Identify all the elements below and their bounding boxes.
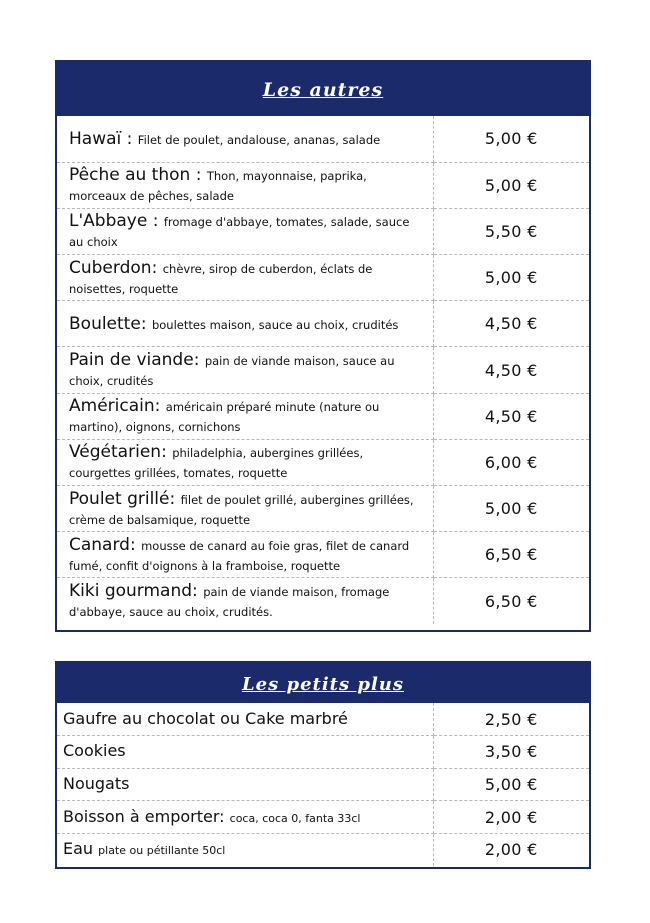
item-price: 6,50 € <box>484 591 538 611</box>
item-text <box>69 258 427 298</box>
item-text <box>69 442 427 482</box>
menu-row <box>57 301 589 347</box>
item-detail: Thon, mayonnaise, paprika, morceaux de pêches, salade <box>69 169 367 204</box>
item-name: Cookies <box>63 741 126 761</box>
item-text <box>69 396 427 436</box>
item-description-cell <box>57 768 433 801</box>
item-description-cell <box>57 801 433 834</box>
item-price: 4,50 € <box>433 347 589 393</box>
menu-table <box>57 703 589 866</box>
item-description-cell <box>57 393 433 439</box>
menu-row <box>57 439 589 485</box>
item-description-cell <box>57 116 433 162</box>
menu-row <box>57 532 589 578</box>
item-text <box>69 581 427 621</box>
item-separator: : <box>129 534 142 555</box>
menu-row <box>57 833 589 866</box>
item-price: 5,00 € <box>433 486 589 532</box>
menu-row <box>57 255 589 301</box>
item-text <box>69 489 427 529</box>
item-price: 5,00 € <box>433 255 589 301</box>
menu-row <box>57 347 589 393</box>
item-name: Cuberdon <box>69 257 152 278</box>
item-text <box>69 535 427 575</box>
item-separator: : <box>161 442 173 463</box>
item-detail: américain préparé minute (nature ou martino), oignons, cornichons <box>69 400 380 435</box>
item-separator: : <box>169 488 181 509</box>
menu-row <box>57 703 589 736</box>
section-les-petits-plus <box>55 661 591 869</box>
menu-row <box>57 393 589 439</box>
item-separator: : <box>121 128 138 149</box>
item-price: 3,50 € <box>433 736 589 769</box>
item-name: Hawaï <box>69 128 122 149</box>
item-detail: pain de viande maison, fromage d'abbaye, sauce au choix, crudités. <box>69 585 390 620</box>
item-name: Kiki gourmand <box>69 581 193 602</box>
item-text <box>63 741 427 762</box>
item-text <box>69 350 427 390</box>
item-description-cell <box>57 347 433 393</box>
item-price: 2,00 € <box>484 840 538 860</box>
item-price: 4,50 € <box>433 393 589 439</box>
item-description-cell <box>57 208 433 254</box>
item-separator: : <box>219 806 230 826</box>
item-detail: coca, coca 0, fanta 33cl <box>229 811 361 825</box>
menu-row <box>57 768 589 801</box>
item-separator: : <box>140 313 152 334</box>
item-detail: fromage d'abbaye, tomates, salade, sauce au choix <box>69 215 410 250</box>
item-name: Gaufre au chocolat ou Cake marbré <box>63 708 348 728</box>
item-description-cell <box>57 532 433 578</box>
item-description-cell <box>57 703 433 736</box>
item-description-cell <box>57 578 433 624</box>
item-description-cell <box>57 833 433 866</box>
item-detail: mousse de canard au foie gras, filet de canard fumé, confit d'oignons à la framboise, roquette <box>69 538 410 573</box>
item-text <box>63 839 427 860</box>
item-name: Pêche au thon <box>69 165 191 186</box>
item-price: 5,00 € <box>433 116 589 162</box>
item-name: Végétarien <box>69 442 162 463</box>
item-detail: filet de poulet grillé, aubergines grillées, crème de balsamique, roquette <box>69 492 414 527</box>
section-title: Les autres <box>57 62 589 116</box>
item-name: Boulette <box>69 313 141 334</box>
item-detail: philadelphia, aubergines grillées, courgettes grillées, tomates, roquette <box>69 446 364 481</box>
item-description-cell <box>57 255 433 301</box>
item-detail: chèvre, sirop de cuberdon, éclats de noisettes, roquette <box>69 261 373 296</box>
item-name: L'Abbaye <box>69 211 148 232</box>
item-separator: : <box>151 257 163 278</box>
item-price: 5,00 € <box>433 162 589 208</box>
item-name: Pain de viande <box>69 350 194 371</box>
section-title: Les petits plus <box>57 663 589 703</box>
item-text <box>69 314 427 334</box>
menu-row <box>57 578 589 624</box>
item-detail: pain de viande maison, sauce au choix, crudités <box>69 354 395 389</box>
item-price: 6,00 € <box>433 439 589 485</box>
item-text <box>63 774 427 795</box>
item-price: 2,00 € <box>433 801 589 834</box>
item-separator: : <box>147 211 164 232</box>
item-text <box>69 211 427 251</box>
item-detail: Filet de poulet, andalouse, ananas, salade <box>137 132 381 147</box>
item-description-cell <box>57 439 433 485</box>
menu-table <box>57 116 589 624</box>
item-name: Américain <box>69 396 155 417</box>
menu-row <box>57 116 589 162</box>
item-name: Canard <box>69 534 130 555</box>
item-text <box>69 165 427 205</box>
item-name: Poulet grillé <box>69 488 170 509</box>
item-name: Nougats <box>63 773 130 793</box>
item-price: 6,50 € <box>433 532 589 578</box>
item-price: 4,50 € <box>433 301 589 347</box>
item-description-cell <box>57 486 433 532</box>
item-name: Boisson à emporter <box>63 806 220 826</box>
item-description-cell <box>57 162 433 208</box>
item-separator: : <box>154 396 166 417</box>
menu-row <box>57 486 589 532</box>
item-detail: plate ou pétillante 50cl <box>98 844 226 858</box>
item-price: 5,00 € <box>433 768 589 801</box>
item-text <box>63 709 427 730</box>
item-description-cell <box>57 736 433 769</box>
item-detail: boulettes maison, sauce au choix, crudités <box>151 317 399 332</box>
item-separator: : <box>192 581 204 602</box>
menu-row <box>57 208 589 254</box>
item-name: Eau <box>63 839 94 859</box>
item-price: 2,50 € <box>433 703 589 736</box>
item-separator: : <box>193 350 205 371</box>
menu-row <box>57 801 589 834</box>
menu-row <box>57 162 589 208</box>
section-les-autres <box>55 60 591 632</box>
item-separator: : <box>190 165 207 186</box>
item-text <box>63 807 427 828</box>
item-description-cell <box>57 301 433 347</box>
item-price: 5,50 € <box>433 208 589 254</box>
menu-row <box>57 736 589 769</box>
item-text <box>69 129 427 149</box>
